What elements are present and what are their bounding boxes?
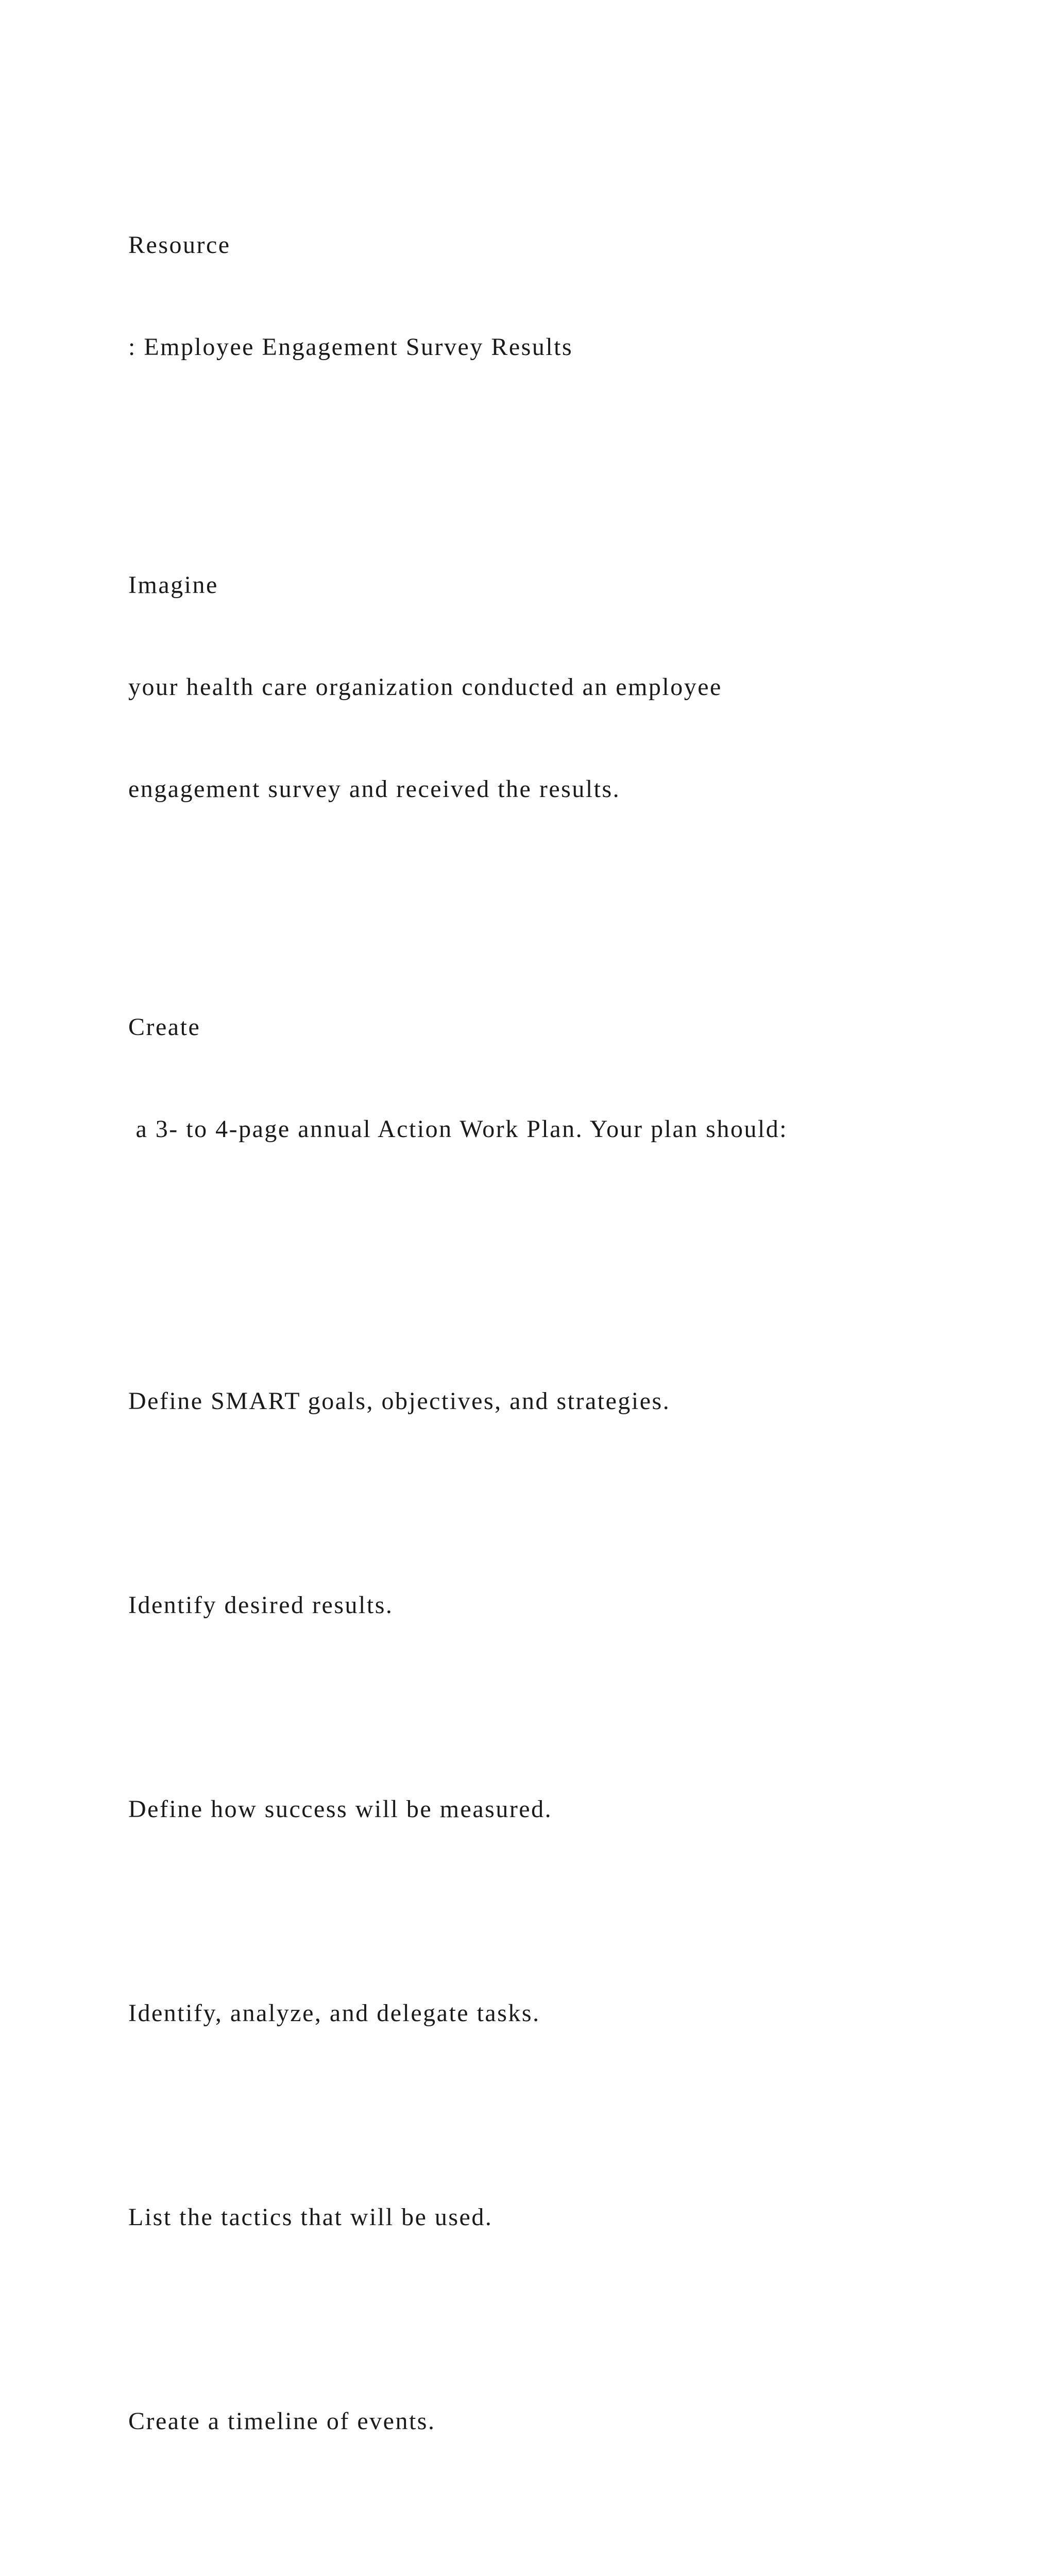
resource-title: : Employee Engagement Survey Results	[128, 333, 573, 361]
create-label: Create	[128, 1013, 201, 1041]
list-item: Identify desired results.	[128, 1591, 394, 1619]
create-line-1: a 3- to 4-page annual Action Work Plan. Your plan should:	[128, 1115, 788, 1143]
resource-label: Resource	[128, 231, 231, 259]
spacer	[128, 1486, 978, 1520]
list-item: Define how success will be measured.	[128, 1795, 553, 1823]
spacer	[128, 2098, 978, 2132]
spacer	[128, 432, 978, 466]
imagine-line-2: engagement survey and received the results.	[128, 775, 621, 803]
spacer	[128, 1894, 978, 1928]
spacer	[128, 2506, 978, 2540]
imagine-line-1: your health care organization conducted an employee	[128, 673, 722, 701]
spacer	[128, 1214, 978, 1282]
list-item: Identify, analyze, and delegate tasks.	[128, 1999, 540, 2027]
document-body	[128, 160, 978, 2576]
imagine-label: Imagine	[128, 571, 218, 599]
spacer	[128, 874, 978, 908]
spacer	[128, 2302, 978, 2336]
list-item: Define SMART goals, objectives, and strategies.	[128, 1387, 671, 1415]
list-item: List the tactics that will be used.	[128, 2204, 493, 2231]
list-item: Create a timeline of events.	[128, 2408, 436, 2435]
spacer	[128, 1690, 978, 1724]
